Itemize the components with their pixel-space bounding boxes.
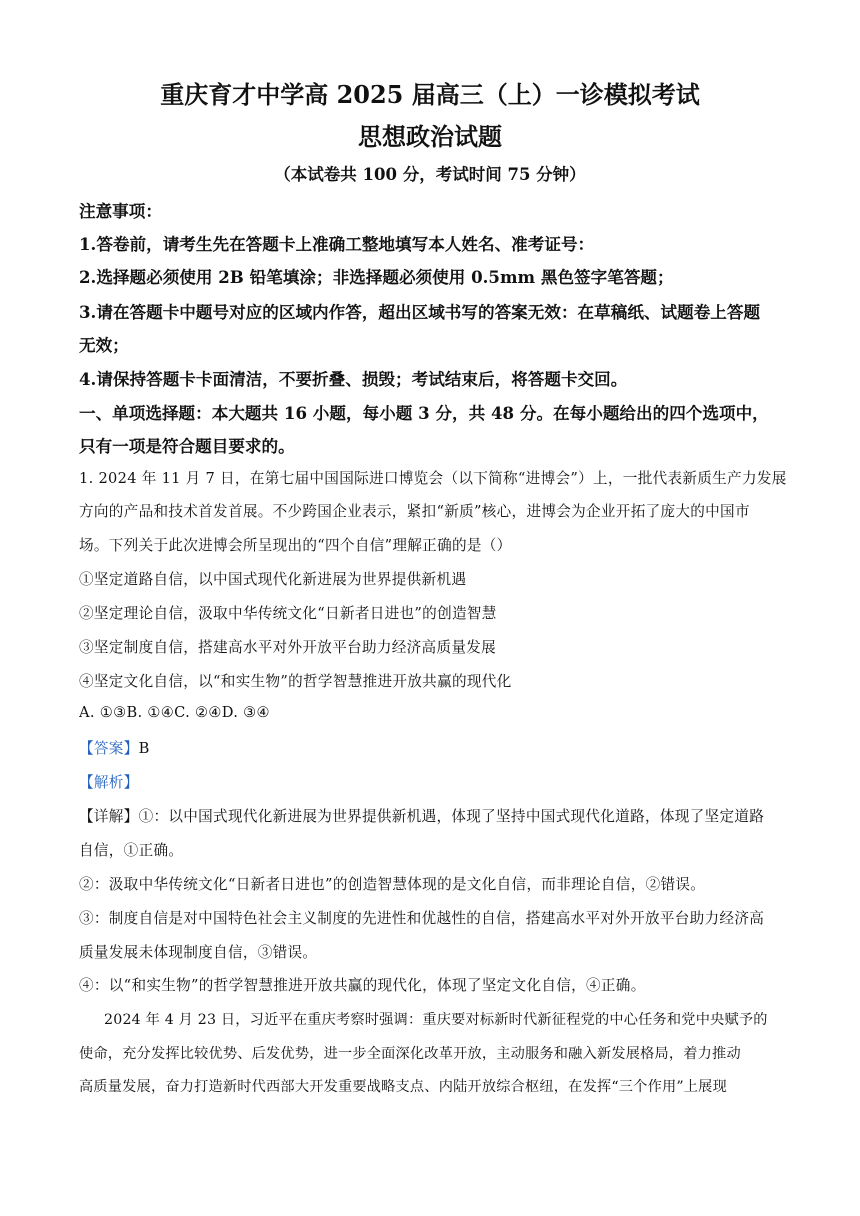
question-1-option-4: ④坚定文化自信，以“和实生物”的哲学智慧推进开放共赢的现代化 [79, 673, 512, 690]
exam-subject: 思想政治试题 [358, 122, 502, 151]
exam-title: 重庆育才中学高 2025 届高三（上）一诊模拟考试 [160, 80, 700, 109]
detail-tag: 【详解】 [79, 808, 139, 825]
analysis-line [79, 771, 789, 792]
section-heading-line-1: 一、单项选择题：本大题共 16 小题，每小题 3 分，共 48 分。在每小题给出的四个选项中， [79, 403, 769, 423]
answer-value: B [138, 740, 150, 757]
question-1-option-3: ③坚定制度自信，搭建高水平对外开放平台助力经济高质量发展 [79, 639, 497, 656]
detail-3-line-2: 质量发展未体现制度自信，③错误。 [79, 944, 318, 961]
notice-item-4: 4.请保持答题卡卡面清洁，不要折叠、损毁；考试结束后，将答题卡交回。 [79, 369, 628, 389]
section-heading-line-2: 只有一项是符合题目要求的。 [79, 436, 295, 456]
detail-2: ②：汲取中华传统文化“日新者日进也”的创造智慧体现的是文化自信，而非理论自信，②错误。 [79, 876, 706, 893]
detail-1-line-1 [79, 805, 789, 826]
answer-tag: 【答案】 [79, 740, 139, 757]
passage-line-1: 2024 年 4 月 23 日，习近平在重庆考察时强调：重庆要对标新时代新征程党的中心任务和党中央赋予的 [104, 1012, 768, 1028]
passage-line-3: 高质量发展，奋力打造新时代西部大开发重要战略支点、内陆开放综合枢纽，在发挥“三个作用”上展现 [79, 1079, 727, 1095]
detail-1-text: ①：以中国式现代化新进展为世界提供新机遇，体现了坚持中国式现代化道路，体现了坚定道路 [138, 808, 765, 825]
detail-1-line-2: 自信，①正确。 [79, 842, 184, 859]
analysis-tag: 【解析】 [79, 774, 139, 791]
detail-3-line-1: ③：制度自信是对中国特色社会主义制度的先进性和优越性的自信，搭建高水平对外开放平台助力经济高 [79, 910, 765, 927]
answer-line [79, 737, 789, 758]
notice-item-2: 2.选择题必须使用 2B 铅笔填涂；非选择题必须使用 0.5mm 黑色签字笔答题； [79, 267, 674, 287]
notice-item-3-line-2: 无效； [79, 335, 129, 355]
question-1-choices: A. ①③B. ①④C. ②④D. ③④ [79, 704, 270, 721]
detail-4: ④：以“和实生物”的哲学智慧推进开放共赢的现代化，体现了坚定文化自信，④正确。 [79, 977, 646, 994]
question-1-option-1: ①坚定道路自信，以中国式现代化新进展为世界提供新机遇 [79, 571, 467, 588]
question-1-option-2: ②坚定理论自信，汲取中华传统文化“日新者日进也”的创造智慧 [79, 605, 497, 622]
question-1-stem-line-3: 场。下列关于此次进博会所呈现出的“四个自信”理解正确的是（） [79, 537, 512, 554]
question-1-stem-line-2: 方向的产品和技术首发首展。不少跨国企业表示，紧扣“新质”核心，进博会为企业开拓了庞大的中国市 [79, 503, 750, 520]
exam-info: （本试卷共 100 分，考试时间 75 分钟） [274, 165, 586, 184]
passage-line-2: 使命，充分发挥比较优势、后发优势，进一步全面深化改革开放，主动服务和融入新发展格局，着力推动 [79, 1046, 741, 1062]
notice-item-1: 1.答卷前，请考生先在答题卡上准确工整地填写本人姓名、准考证号： [79, 234, 595, 254]
question-1-stem-line-1: 1. 2024 年 11 月 7 日，在第七届中国国际进口博览会（以下简称“进博会”）上，一批代表新质生产力发展 [79, 470, 787, 487]
notice-item-3-line-1: 3.请在答题卡中题号对应的区域内作答，超出区域书写的答案无效：在草稿纸、试题卷上答题 [79, 302, 761, 322]
notice-heading: 注意事项： [79, 201, 162, 221]
